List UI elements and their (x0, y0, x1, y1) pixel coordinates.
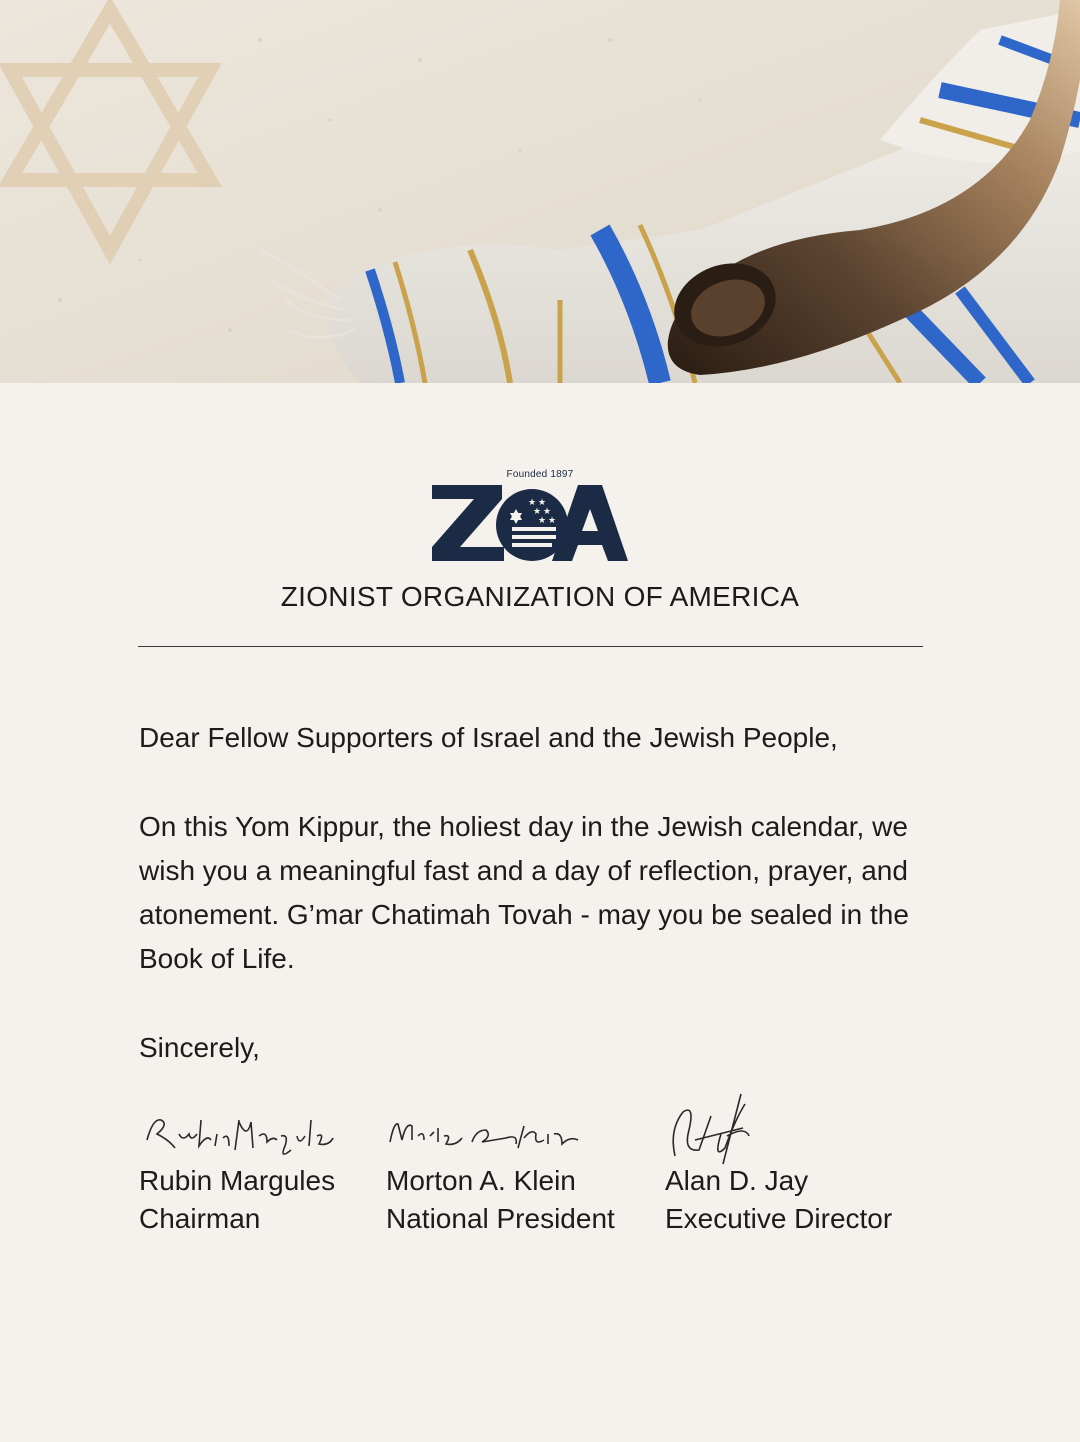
signer-chairman (139, 1090, 339, 1238)
signer-title: Executive Director (665, 1203, 893, 1234)
signer-name: Morton A. Klein (386, 1165, 576, 1196)
organization-name: ZIONIST ORGANIZATION OF AMERICA (280, 581, 800, 612)
svg-text:★: ★ (538, 498, 547, 508)
closing: Sincerely, (139, 1032, 260, 1063)
signature-morton-klein (386, 1090, 596, 1168)
zoa-logo (430, 483, 630, 563)
svg-text:★: ★ (538, 516, 547, 526)
divider (138, 646, 923, 647)
svg-text:★: ★ (548, 516, 557, 526)
signer-executive-director (665, 1090, 892, 1238)
signer-title: Chairman (139, 1203, 261, 1234)
founded-label: Founded 1897 (506, 469, 574, 480)
signature-rubin-margules (139, 1090, 339, 1168)
svg-text:★: ★ (543, 507, 552, 517)
shofar-tallit-illustration (0, 0, 1080, 383)
signer-title: National President (386, 1203, 615, 1234)
letter-body: On this Yom Kippur, the holiest day in the Jewish calendar, we wish you a meaningful fast and a day of reflection, prayer, and atonement. G’mar Chatimah Tovah - may you be sealed in the Book of Life. (139, 811, 909, 974)
signer-name: Rubin Margules (139, 1165, 336, 1196)
signatures-block (0, 1090, 1080, 1250)
signer-national-president (386, 1090, 615, 1238)
salutation: Dear Fellow Supporters of Israel and the Jewish People, (139, 722, 838, 753)
signer-name: Alan D. Jay (665, 1165, 809, 1196)
svg-text:★: ★ (528, 498, 537, 508)
svg-text:★: ★ (533, 507, 542, 517)
header-banner-image (0, 0, 1080, 383)
signature-alan-jay (665, 1090, 785, 1168)
